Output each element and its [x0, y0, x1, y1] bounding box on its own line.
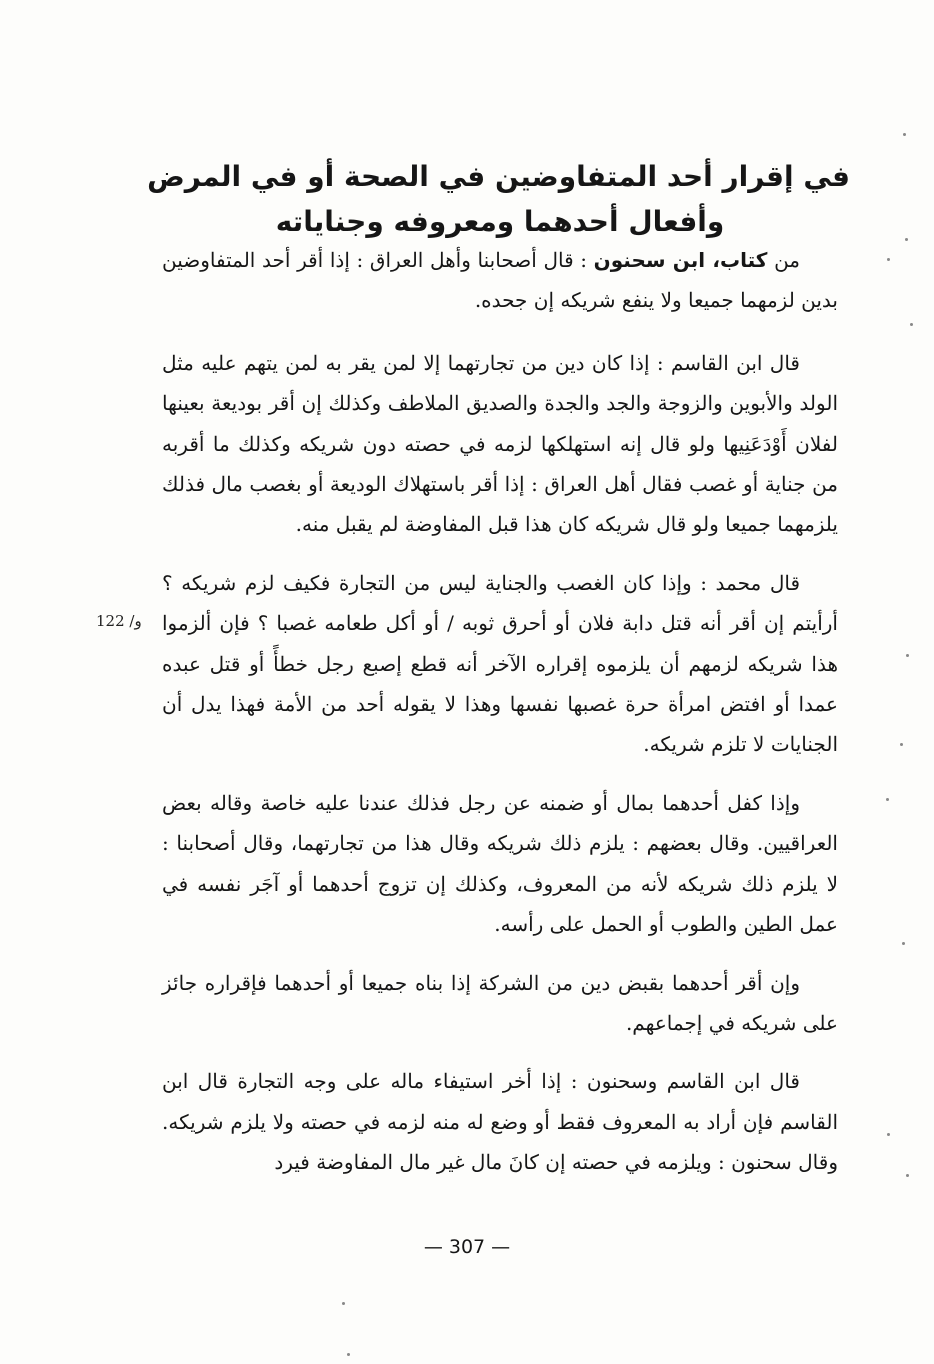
source-citation: كتاب، ابن سحنون: [593, 248, 768, 272]
paragraph-1-lead: من: [774, 248, 800, 272]
scan-speck: [903, 133, 906, 136]
scan-speck: [910, 323, 913, 326]
scan-speck: [886, 798, 889, 801]
scan-speck: [887, 1133, 890, 1136]
scan-speck: [342, 1302, 345, 1305]
paragraph-1: [162, 240, 838, 321]
paragraph-2: قال ابن القاسم : إذا كان دين من تجارتهما إلا لمن يقر به لمن يتهم عليه مثل الولد والأبوين والزوجة والجد والجدة والصديق الملاطف وكذلك إن أقر بوديعة بعينها لفلان أَوْدَعَنِيها ولو قال إنه استهلكها لزمه في حصته دون شريكه وكذلك ما أقربه من جناية أو غصب فقال أهل العراق : إذا أقر باستهلاك الوديعة أو بغصب مال فذلك يلزمهما جميعا ولو قال شريكه كان هذا قبل المفاوضة لم يقبل منه.: [162, 350, 839, 537]
scan-speck: [347, 1353, 350, 1356]
paragraph-4: وإذا كفل أحدهما بمال أو ضمنه عن رجل فذلك عندنا عليه خاصة وقاله بعض العراقيين. وقال بعضهم : يلزم ذلك شريكه وقال هذا من تجارتهما، وقال أصحابنا : لا يلزم ذلك شريكه لأنه من المعروف، وكذلك إن تزوج أحدهما أو آجَر نفسه في عمل الطين والطوب أو الحمل على رأسه.: [162, 790, 838, 937]
scan-speck: [902, 942, 905, 945]
folio-margin-note: 122 /و: [96, 612, 142, 630]
chapter-title-line-1: في إقرار أحد المتفاوضين في الصحة أو في المرض: [147, 159, 850, 193]
page-number: — 307 —: [423, 1236, 511, 1258]
body-text: [162, 240, 838, 1183]
scan-speck: [887, 258, 890, 261]
scan-speck: [905, 238, 908, 241]
paragraph-5: وإن أقر أحدهما بقبض دين من الشركة إذا بناه جميعا أو أحدهما فإقراره جائز على شريكه في إجماعهم.: [162, 970, 838, 1035]
scan-speck: [900, 743, 903, 746]
chapter-title: [147, 154, 850, 244]
paragraph-3: قال محمد : وإذا كان الغصب والجناية ليس من التجارة فكيف لزم شريكه ؟ أرأيتم إن أقر أنه قتل دابة فلان أو أحرق ثوبه / أو أكل طعامه غصبا ؟ فإن ألزموا هذا شريكه لزمهم أن يلزموه إقراره الآخر أنه قطع إصبع رجل خطأً أو قتل عبده عمدا أو افتض امرأة حرة غصبها نفسها وهذا لا يقوله أحد من الأمة فهذا يدل أن الجنايات لا تلزم شريكه.: [162, 570, 838, 757]
scan-speck: [906, 654, 909, 657]
scan-speck: [906, 1174, 909, 1177]
paragraph-6: قال ابن القاسم وسحنون : إذا أخر استيفاء ماله على وجه التجارة قال ابن القاسم فإن أراد به المعروف فقط أو وضع له منه لزمه في حصته ولا يلزم شريكه. وقال سحنون : ويلزمه في حصته إن كانَ مال غير مال المفاوضة فيرد: [162, 1069, 839, 1175]
paragraph-1-text: : قال أصحابنا وأهل العراق : إذا أقر أحد المتفاوضين بدين لزمهما جميعا ولا ينفع شريكه إن جحده.: [162, 248, 838, 313]
chapter-title-line-2: وأفعال أحدهما ومعروفه وجناياته: [275, 204, 725, 238]
